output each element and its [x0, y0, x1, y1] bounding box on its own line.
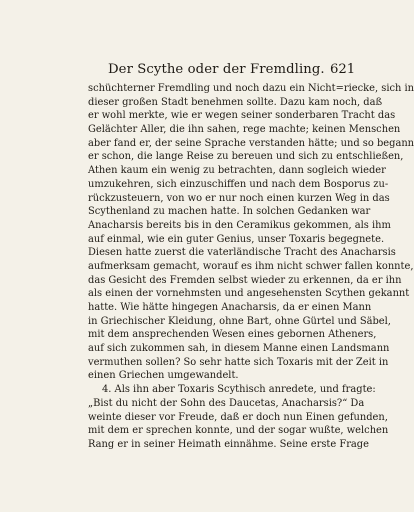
text-line: er wohl merkte, wie er wegen seiner sonderbaren Tracht das	[88, 110, 396, 122]
text-line: Rang er in seiner Heimath einnähme. Seine erste Frage	[88, 438, 369, 450]
text-line: umzukehren, sich einzuschiffen und nach dem Bosporus zu-	[88, 178, 389, 190]
text-line: einen Griechen umgewandelt.	[88, 370, 239, 382]
page-number: 621	[330, 62, 356, 77]
text-line: in Griechischer Kleidung, ohne Bart, ohne Gürtel und Säbel,	[88, 315, 391, 327]
paragraph-start-line: 4. Als ihn aber Toxaris Scythisch anredete, und fragte:	[102, 384, 376, 396]
text-line: vermuthen sollen? So sehr hatte sich Toxaris mit der Zeit in	[88, 356, 389, 368]
text-line: als einen der vornehmsten und angesehensten Scythen gekannt	[88, 288, 410, 300]
text-line: rückzusteuern, von wo er nur noch einen kurzen Weg in das	[88, 192, 390, 204]
text-line: Diesen hatte zuerst die vaterländische Tracht des Anacharsis	[88, 247, 396, 259]
text-line: Athen kaum ein wenig zu betrachten, dann sogleich wieder	[88, 165, 386, 177]
running-title: Der Scythe oder der Fremdling.	[108, 62, 325, 77]
text-line: mit dem er sprechen konnte, und der sogar wußte, welchen	[88, 425, 389, 437]
text-line: schüchterner Fremdling und noch dazu ein Nicht=riecke, sich in	[88, 83, 414, 94]
text-line: aber fand er, der seine Sprache verstanden hätte; und so begann	[88, 137, 414, 149]
text-line: „Bist du nicht der Sohn des Daucetas, Anacharsis?“ Da	[88, 397, 365, 409]
body-text	[88, 82, 414, 452]
text-line: Scythenland zu machen hatte. In solchen Gedanken war	[88, 206, 371, 218]
text-line: er schon, die lange Reise zu bereuen und sich zu entschließen,	[88, 151, 404, 163]
text-line: weinte dieser vor Freude, daß er doch nun Einen gefunden,	[88, 411, 388, 423]
text-line: mit dem ansprechenden Wesen eines gebornen Atheners,	[88, 329, 377, 341]
text-line: Gelächter Aller, die ihn sahen, rege machte; keinen Menschen	[88, 124, 401, 136]
text-line: auf einmal, wie ein guter Genius, unser Toxaris begegnete.	[88, 233, 385, 245]
text-line: aufmerksam gemacht, worauf es ihm nicht schwer fallen konnte,	[88, 260, 414, 272]
text-line: auf sich zukommen sah, in diesem Manne einen Landsmann	[88, 343, 390, 355]
text-line: dieser großen Stadt benehmen sollte. Dazu kam noch, daß	[88, 96, 383, 108]
text-line: das Gesicht des Fremden selbst wieder zu erkennen, da er ihn	[88, 274, 402, 286]
text-line: hatte. Wie hätte hingegen Anacharsis, da er einen Mann	[88, 302, 372, 313]
text-line: Anacharsis bereits bis in den Ceramikus gekommen, als ihm	[88, 219, 391, 231]
